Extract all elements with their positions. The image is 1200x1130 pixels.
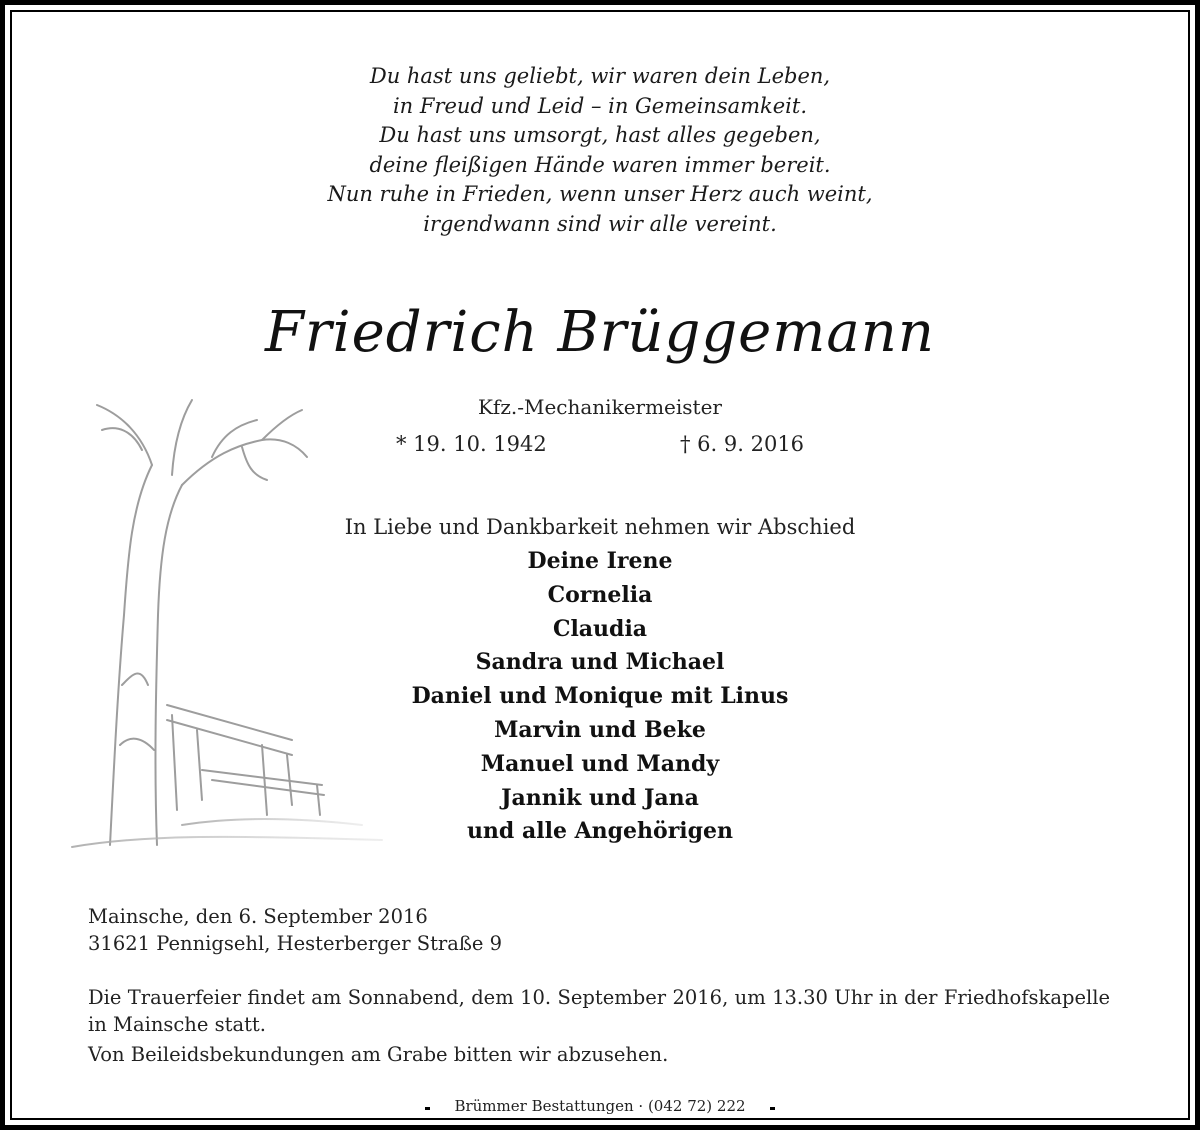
- profession: Kfz.-Mechanikermeister: [477, 395, 722, 419]
- mourner-name: und alle Angehörigen: [466, 818, 734, 845]
- funeral-notice: Die Trauerfeier findet am Sonnabend, dem 10. September 2016, um 13.30 Uhr in der Friedhofskapelle in Mainsche statt.: [88, 986, 1110, 1036]
- mourner-name: Manuel und Mandy: [480, 750, 720, 777]
- poem: [0, 62, 1200, 239]
- poem-line: Du hast uns geliebt, wir waren dein Leben,: [369, 64, 831, 88]
- mourner-name: Daniel und Monique mit Linus: [411, 683, 789, 710]
- poem-line: deine fleißigen Hände waren immer bereit.: [369, 152, 831, 177]
- place-date: Mainsche, den 6. September 2016: [88, 905, 428, 928]
- death-date: † 6. 9. 2016: [680, 432, 805, 456]
- deceased-name: Friedrich Brüggemann: [265, 300, 935, 365]
- poem-line: Du hast uns umsorgt, hast alles gegeben,: [379, 123, 821, 147]
- poem-line: irgendwann sind wir alle vereint.: [423, 211, 777, 236]
- footer-text: Brümmer Bestattungen · (042 72) 222: [448, 1097, 751, 1115]
- address: 31621 Pennigsehl, Hesterberger Straße 9: [88, 932, 503, 955]
- mourner-name: Jannik und Jana: [501, 784, 699, 811]
- mourner-name: Marvin und Beke: [494, 716, 706, 743]
- birth-date: * 19. 10. 1942: [396, 432, 547, 456]
- poem-line: Nun ruhe in Frieden, wenn unser Herz auch weint,: [327, 182, 873, 206]
- mourner-name: Sandra und Michael: [475, 649, 725, 676]
- poem-line: in Freud und Leid – in Gemeinsamkeit.: [392, 93, 808, 118]
- mourners-list: [0, 545, 1200, 849]
- mourner-name: Cornelia: [547, 581, 653, 608]
- mourner-name: Claudia: [552, 615, 648, 642]
- place-and-address: [88, 903, 502, 957]
- condolence-note: Von Beileidsbekundungen am Grabe bitten wir abzusehen.: [88, 1043, 669, 1066]
- footer: [0, 1097, 1200, 1115]
- farewell-line: In Liebe und Dankbarkeit nehmen wir Abschied: [344, 515, 856, 539]
- mourner-name: Deine Irene: [527, 548, 673, 574]
